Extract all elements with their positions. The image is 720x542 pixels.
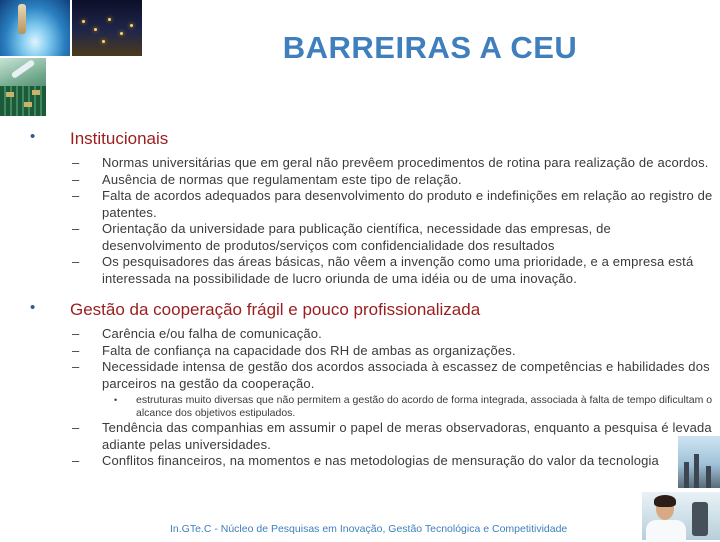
photo-collage <box>0 0 142 118</box>
scientist-microscope-photo <box>642 492 720 540</box>
sub-list-item: • estruturas muito diversas que não permitem a gestão do acordo de forma integrada, associada à falta de tempo dificultam o alcance dos objetivos estipulados. <box>114 394 713 419</box>
dash-icon: – <box>72 326 80 341</box>
dash-icon: – <box>72 359 80 374</box>
dash-icon: – <box>72 420 80 435</box>
slide-content <box>30 124 714 470</box>
list-item: – Os pesquisadores das áreas básicas, não vêem a invenção como uma prioridade, e a empresa está interessada na possibilidade de lucro oriunda de uma idéia ou de uma inovação. <box>72 254 694 286</box>
industrial-plant-photo <box>72 0 142 56</box>
section-institucionais <box>30 128 714 150</box>
list-item: – Ausência de normas que regulamentam este tipo de relação. <box>72 171 462 187</box>
small-bullet-icon: • <box>114 395 118 405</box>
factory-photo <box>678 436 720 488</box>
section-2-list <box>30 326 714 470</box>
list-item: – Falta de acordos adequados para desenvolvimento do produto e indefinições em relação ao registro de patentes. <box>72 188 713 220</box>
dash-icon: – <box>72 188 80 203</box>
list-item: – Tendência das companhias em assumir o papel de meras observadoras, enquanto a pesquisa é levada adiante pelas universidades. <box>72 420 712 452</box>
list-item: – Falta de confiança na capacidade dos RH de ambas as organizações. <box>72 342 516 358</box>
section-heading: Institucionais <box>70 129 169 148</box>
list-item: – Conflitos financeiros, na momentos e nas metodologias de mensuração do valor da tecnologia <box>72 453 659 468</box>
dash-icon: – <box>72 221 80 236</box>
list-item: – Carência e/ou falha de comunicação. <box>72 326 322 341</box>
section-gestao <box>30 299 714 321</box>
section-heading: Gestão da cooperação frágil e pouco profissionalizada <box>70 300 481 319</box>
bullet-icon: • <box>30 128 36 145</box>
section-1-list <box>30 155 714 287</box>
circuit-board-photo <box>0 86 46 116</box>
dash-icon: – <box>72 342 80 358</box>
bullet-icon: • <box>30 299 36 316</box>
dash-icon: – <box>72 254 80 269</box>
water-drop-photo <box>0 0 70 56</box>
slide-title: BARREIRAS A CEU <box>282 30 578 65</box>
dash-icon: – <box>72 453 80 468</box>
list-item: – Orientação da universidade para publicação científica, necessidade das empresas, de desenvolvimento de produtos/serviços com confidencialidade dos resultados <box>72 221 611 253</box>
dash-icon: – <box>72 155 80 170</box>
list-item: – Normas universitárias que em geral não prevêem procedimentos de rotina para realização de acordos. <box>72 155 709 170</box>
list-item: – Necessidade intensa de gestão dos acordos associada à escassez de competências e habilidades dos parceiros na gestão da cooperação. <box>72 359 710 391</box>
slide-footer: In.GTe.C - Núcleo de Pesquisas em Inovação, Gestão Tecnológica e Competitividade <box>170 523 568 535</box>
dash-icon: – <box>72 171 80 187</box>
